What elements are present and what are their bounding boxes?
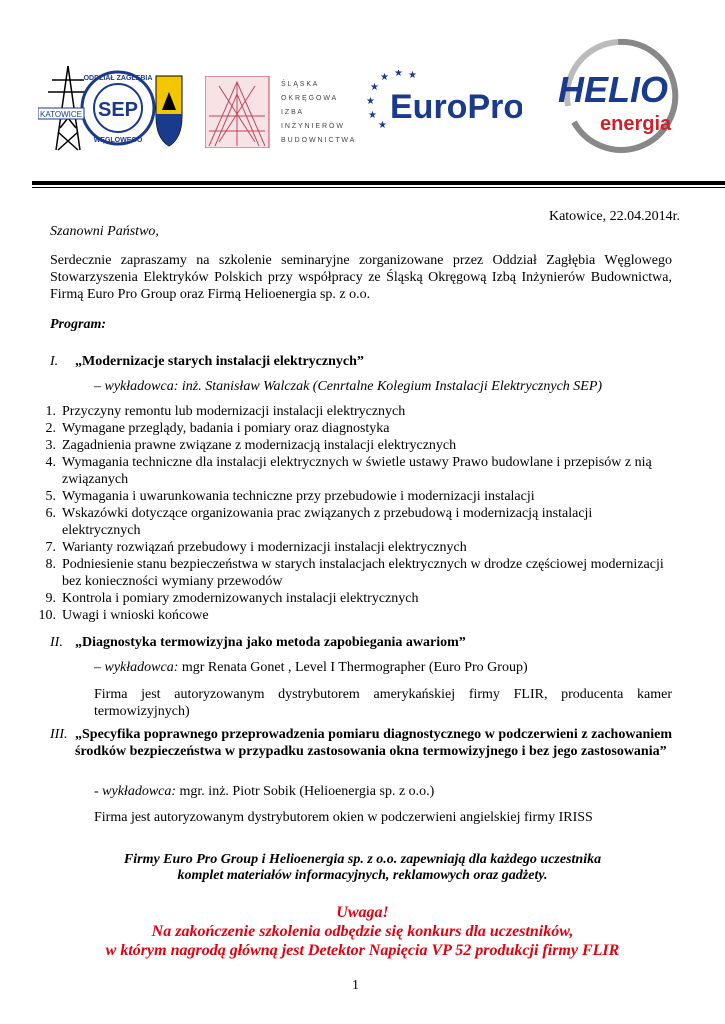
section2-lecturer: – wykładowca: mgr Renata Gonet , Level I Thermographer (Euro Pro Group) (94, 660, 528, 675)
topic-text: Zagadnienia prawne związane z modernizacją instalacji elektrycznych (62, 438, 457, 453)
svg-text:KATOWICE: KATOWICE (40, 110, 82, 119)
section3-lecturer: - wykładowca: mgr. inż. Piotr Sobik (Helioenergia sp. z o.o.) (94, 784, 435, 799)
section2-numeral: II. (50, 635, 63, 650)
topic-number: 6. (45, 506, 56, 521)
topic-item (34, 607, 674, 624)
notice-title: Uwaga! (336, 904, 389, 921)
salutation: Szanowni Państwo, (50, 224, 159, 239)
topic-number: 4. (45, 455, 56, 470)
topic-number: 9. (45, 591, 56, 606)
topic-text: Wymagane przeglądy, badania i pomiary oraz diagnostyka (62, 421, 390, 436)
svg-text:B U D O W N I C T W A: B U D O W N I C T W A (281, 137, 355, 144)
section2-title: „Diagnostyka termowizyjna jako metoda zapobiegania awariom” (75, 635, 466, 650)
topic-number: 5. (45, 489, 56, 504)
svg-text:HELIO: HELIO (558, 69, 669, 110)
section1-title: „Modernizacje starych instalacji elektrycznych” (75, 354, 364, 369)
closing-line2: komplet materiałów informacyjnych, reklamowych oraz gadżety. (177, 868, 548, 883)
section3-note: Firma jest autoryzowanym dystrybutorem okien w podczerwieni angielskiej firmy IRISS (94, 810, 593, 825)
section1-lecturer: – wykładowca: inż. Stanisław Walczak (Cenrtalne Kolegium Instalacji Elektrycznych SEP) (94, 379, 603, 394)
topic-number: 2. (45, 421, 56, 436)
svg-text:I Z B A: I Z B A (281, 109, 303, 116)
svg-text:★: ★ (368, 110, 377, 121)
svg-text:★: ★ (394, 70, 403, 79)
topic-item (34, 437, 674, 454)
svg-text:★: ★ (366, 96, 375, 107)
svg-text:WĘGLOWEGO: WĘGLOWEGO (93, 137, 143, 144)
page-number: 1 (352, 978, 359, 993)
section1-numeral: I. (50, 354, 59, 369)
svg-text:★: ★ (370, 82, 379, 93)
svg-text:O K R Ę G O W A: O K R Ę G O W A (281, 95, 337, 102)
section3-numeral: III. (50, 727, 68, 742)
svg-text:★: ★ (380, 72, 389, 83)
topic-item (34, 539, 674, 556)
topic-text: Warianty rozwiązań przebudowy i modernizacji instalacji elektrycznych (62, 540, 467, 555)
topic-number: 3. (45, 438, 56, 453)
notice-line2: w którym nagrodą główną jest Detektor Napięcia VP 52 produkcji firmy FLIR (105, 942, 620, 959)
topic-text: Wymagania techniczne dla instalacji elektrycznych w świetle ustawy Prawo budowlane i przepisów z nią związanych (62, 455, 652, 487)
svg-text:EuroPro: EuroPro (390, 88, 522, 126)
header-rule-thin (32, 187, 725, 188)
sep-logo (38, 58, 186, 158)
svg-text:★: ★ (408, 70, 417, 81)
intro-paragraph: Serdecznie zapraszamy na szkolenie seminaryjne zorganizowane przez Oddział Zagłębia Węglowego Stowarzyszenia Elektryków Polskich przy współpracy ze Śląską Okręgową Izbą Inżynierów Budownictwa, Firmą Euro Pro Group oraz Firmą Helioenergia sp. z o.o. (50, 253, 672, 302)
program-label: Program: (50, 317, 106, 332)
svg-text:ODDZIAŁ ZAGŁĘBIA: ODDZIAŁ ZAGŁĘBIA (83, 75, 153, 82)
topic-text: Wymagania i uwarunkowania techniczne przy przebudowie i modernizacji instalacji (62, 489, 535, 504)
topic-text: Przyczyny remontu lub modernizacji instalacji elektrycznych (62, 404, 406, 419)
letter-date: Katowice, 22.04.2014r. (548, 209, 680, 224)
svg-text:I N Ż Y N I E R Ó W: I N Ż Y N I E R Ó W (281, 123, 343, 130)
topic-item (34, 403, 674, 420)
topic-item (34, 505, 674, 539)
topic-item (34, 488, 674, 505)
topic-item (34, 556, 674, 590)
svg-text:★: ★ (378, 120, 387, 131)
notice-line1: Na zakończenie szkolenia odbędzie się konkurs dla uczestników, (151, 923, 574, 940)
section3-title: „Specyfika poprawnego przeprowadzenia pomiaru diagnostycznego w podczerwieni z zachowaniem środków bezpieczeństwa w przypadku zastosowania okna termowizyjnego i bez jego zastosowania” (75, 727, 672, 759)
topic-number: 1. (45, 404, 56, 419)
section2-note: Firma jest autoryzowanym dystrybutorem amerykańskiej firmy FLIR, producenta kamer termowizyjnych) (94, 687, 672, 719)
topic-number: 7. (45, 540, 56, 555)
sep-logo-center: SEP (97, 99, 139, 121)
svg-text:energia: energia (600, 113, 672, 135)
section1-topic-list (34, 403, 674, 624)
topic-text: Kontrola i pomiary zmodernizowanych instalacji elektrycznych (62, 591, 419, 606)
topic-text: Uwagi i wnioski końcowe (62, 608, 209, 623)
topic-text: Podniesienie stanu bezpieczeństwa w starych instalacjach elektrycznych w drodze częściowej modernizacji bez konieczności wymiany przewodów (62, 557, 664, 589)
closing-line1: Firmy Euro Pro Group i Helioenergia sp. z o.o. zapewniają dla każdego uczestnika (123, 852, 602, 867)
topic-item (34, 420, 674, 437)
topic-text: Wskazówki dotyczące organizowania prac związanych z przebudową i modernizacją instalacji elektrycznych (62, 506, 593, 538)
topic-item (34, 454, 674, 488)
header-rule (32, 181, 725, 185)
svg-text:Ś L Ą S K A: Ś L Ą S K A (281, 81, 318, 88)
topic-item (34, 590, 674, 607)
helioenergia-logo (548, 34, 688, 154)
topic-number: 10. (38, 608, 56, 623)
topic-number: 8. (45, 557, 56, 572)
europro-logo (362, 70, 522, 132)
izba-inzynierow-logo (205, 76, 365, 148)
